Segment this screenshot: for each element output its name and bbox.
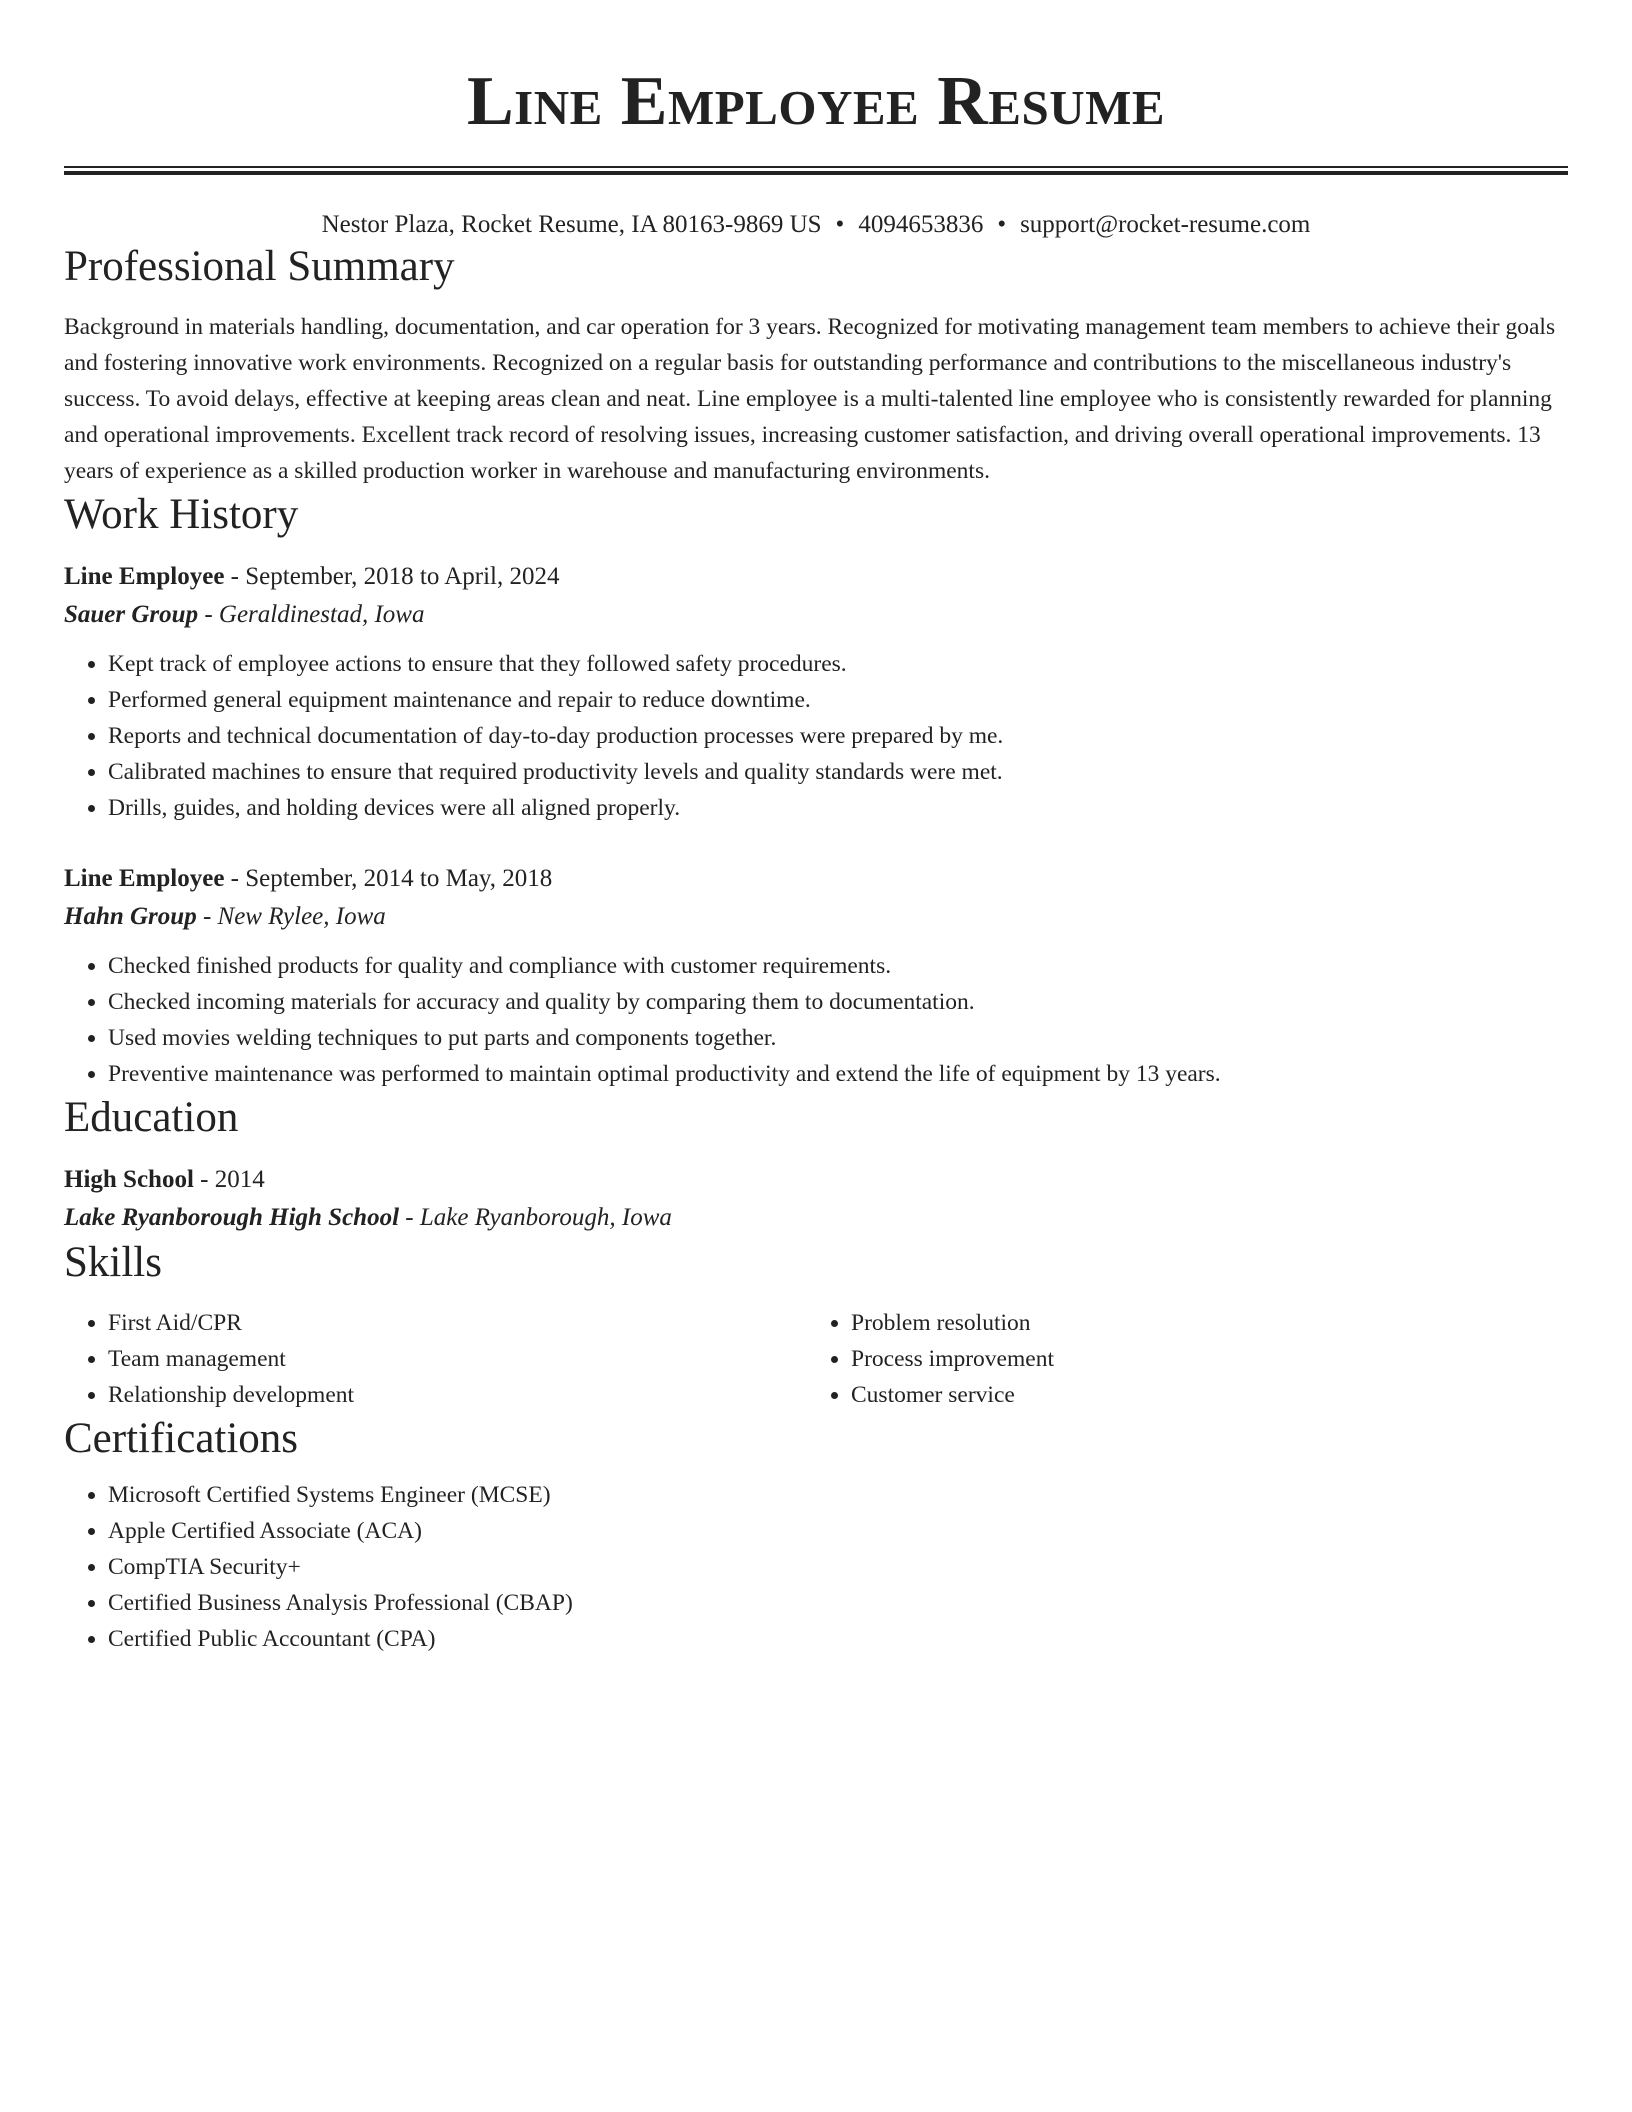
skills-right-column: [807, 1305, 1550, 1413]
list-item: • Drills, guides, and holding devices were all aligned properly.: [108, 790, 1568, 826]
list-item: • Problem resolution: [851, 1305, 1550, 1341]
certifications-list: [64, 1477, 1568, 1657]
job-location: Geraldinestad, Iowa: [218, 601, 425, 628]
contact-line: [64, 209, 1568, 241]
title-double-rule: [64, 166, 1568, 175]
list-item: • First Aid/CPR: [108, 1305, 807, 1341]
job-entry-1: [64, 558, 1568, 826]
list-item: • Customer service: [851, 1377, 1550, 1413]
education-dash: -: [399, 1204, 420, 1231]
contact-address: Nestor Plaza, Rocket Resume, IA 80163-9869 US: [321, 211, 822, 238]
job-bullets: [64, 646, 1568, 826]
list-item: • Team management: [108, 1341, 807, 1377]
contact-separator: •: [835, 211, 845, 238]
job-company: Hahn Group: [64, 903, 197, 930]
work-history-heading: Work History: [64, 491, 299, 538]
job-entry-2: [64, 860, 1568, 1092]
list-item: • Microsoft Certified Systems Engineer (MCSE): [108, 1477, 1568, 1513]
job-dash: -: [196, 903, 218, 930]
list-item: • Used movies welding techniques to put parts and components together.: [108, 1020, 1568, 1056]
education-year: 2014: [214, 1166, 265, 1193]
education-heading: Education: [64, 1094, 239, 1141]
list-item: • Calibrated machines to ensure that required productivity levels and quality standards were met.: [108, 754, 1568, 790]
summary-text: Background in materials handling, documentation, and car operation for 3 years. Recognized for motivating management team members to achieve their goals and fostering innovative work environments. Recognized on a regular basis for outstanding performance and contributions to the miscellaneous industry's success. To avoid delays, effective at keeping areas clean and neat. Line employee is a multi-talented line employee who is consistently rewarded for planning and operational improvements. Excellent track record of resolving issues, increasing customer satisfaction, and driving overall operational improvements. 13 years of experience as a skilled production worker in warehouse and manufacturing environments.: [64, 314, 1556, 484]
list-item: • Certified Public Accountant (CPA): [108, 1621, 1568, 1657]
list-item: • Apple Certified Associate (ACA): [108, 1513, 1568, 1549]
job-dash: -: [224, 865, 246, 892]
job-bullets: [64, 948, 1568, 1092]
job-dash: -: [198, 601, 219, 628]
education-school-line: [64, 1199, 1568, 1237]
list-item: • Kept track of employee actions to ensure that they followed safety procedures.: [108, 646, 1568, 682]
skills-heading: Skills: [64, 1239, 162, 1286]
skills-left-column: [64, 1305, 807, 1413]
job-title-line: [64, 558, 1568, 596]
list-item: • Checked finished products for quality and compliance with customer requirements.: [108, 948, 1568, 984]
skills-grid: [64, 1305, 1568, 1413]
list-item: • Checked incoming materials for accuracy and quality by comparing them to documentation.: [108, 984, 1568, 1020]
education-degree: High School: [64, 1166, 194, 1193]
summary-heading: Professional Summary: [64, 243, 455, 290]
job-role: Line Employee: [64, 865, 225, 892]
list-item: • Performed general equipment maintenance and repair to reduce downtime.: [108, 682, 1568, 718]
job-dash: -: [224, 563, 246, 590]
education-entry: [64, 1161, 1568, 1237]
education-school: Lake Ryanborough High School: [64, 1204, 400, 1231]
job-dates: September, 2014 to May, 2018: [245, 865, 553, 892]
job-company-line: [64, 596, 1568, 634]
resume-title: Line Employee Resume: [466, 63, 1166, 140]
education-location: Lake Ryanborough, Iowa: [419, 1204, 672, 1231]
job-location: New Rylee, Iowa: [217, 903, 386, 930]
job-role: Line Employee: [64, 563, 225, 590]
certifications-heading: Certifications: [64, 1415, 299, 1462]
job-title-line: [64, 860, 1568, 898]
education-dash: -: [193, 1166, 215, 1193]
job-company: Sauer Group: [64, 601, 199, 628]
list-item: • Relationship development: [108, 1377, 807, 1413]
education-degree-line: [64, 1161, 1568, 1199]
list-item: • Certified Business Analysis Professional (CBAP): [108, 1585, 1568, 1621]
list-item: • Process improvement: [851, 1341, 1550, 1377]
list-item: • Preventive maintenance was performed to maintain optimal productivity and extend the life of equipment by 13 years.: [108, 1056, 1568, 1092]
contact-email: support@rocket-resume.com: [1020, 211, 1311, 238]
contact-phone: 4094653836: [858, 211, 984, 238]
job-dates: September, 2018 to April, 2024: [245, 563, 560, 590]
job-company-line: [64, 898, 1568, 936]
list-item: • CompTIA Security+: [108, 1549, 1568, 1585]
contact-separator: •: [997, 211, 1007, 238]
list-item: • Reports and technical documentation of day-to-day production processes were prepared by me.: [108, 718, 1568, 754]
